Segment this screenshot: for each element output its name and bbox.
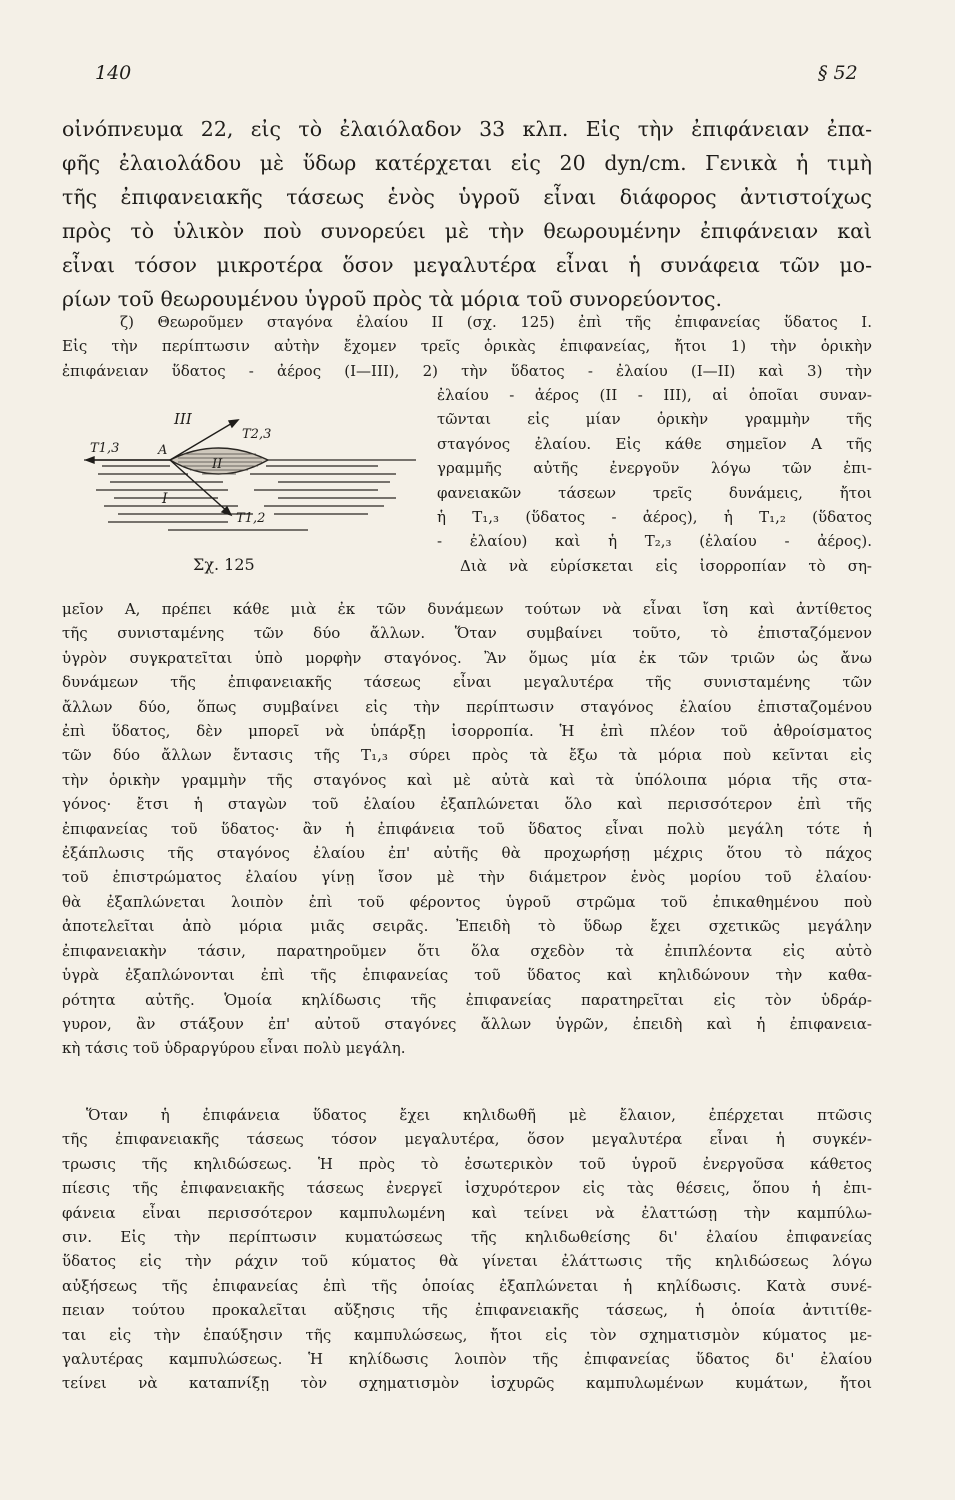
text-line: κὴ τάσις τοῦ ὑδραργύρου εἶναι πολὺ μεγάλη.	[62, 1039, 406, 1058]
text-line: ἡ T₁,₃ (ὕδατος - ἀέρος), ἡ T₁,₂ (ὕδατος	[437, 508, 872, 527]
label-air: III	[174, 410, 192, 428]
text-line: ρίων τοῦ θεωρουμένου ὑγροῦ πρὸς τὰ μόρια τοῦ συνορεύοντος.	[62, 287, 723, 311]
label-point-a: A	[158, 443, 168, 458]
text-line: ἐπιφάνειαν ὕδατος - ἀέρος (I—III), 2) τὴν ὕδατος - ἐλαίου (I—II) καὶ 3) τὴν	[62, 361, 872, 380]
text-line: ζ) Θεωροῦμεν σταγόνα ἐλαίου II (σχ. 125) ἐπὶ τῆς ἐπιφανείας ὕδατος I.	[120, 313, 872, 331]
final-paragraph	[62, 1103, 872, 1396]
text-line: τῶν δύο ἄλλων ἔντασις τῆς T₁,₃ σύρει πρὸς τὰ ἔξω τὰ μόρια ποὺ κεῖνται εἰς	[62, 746, 872, 765]
figure-caption: Σχ. 125	[193, 555, 255, 574]
text-line: γραμμῆς αὐτῆς ἐνεργοῦν λόγω τῶν ἐπι-	[437, 459, 872, 478]
text-line: φάνεια εἶναι περισσότερον καμπυλωμένη καὶ τείνει νὰ ἐλαττώσῃ τὴν καμπύλω-	[62, 1203, 872, 1222]
zeta-wrapped-text	[437, 383, 872, 578]
text-line: ἐπὶ ὕδατος, δὲν μπορεῖ νὰ ὑπάρξῃ ἰσορροπία. Ἡ ἐπὶ πλέον τοῦ ἀθροίσματος	[62, 722, 872, 741]
text-line: τρωσις τῆς κηλιδώσεως. Ἡ πρὸς τὸ ἐσωτερικὸν τοῦ ὑγροῦ ἐνεργοῦσα κάθετος	[62, 1154, 872, 1173]
text-line: ἄλλων δύο, ὅπως συμβαίνει εἰς τὴν περίπτωσιν σταγόνος ἐλαίου ἐπισταζομένου	[62, 697, 872, 716]
text-line: πρὸς τὸ ὑλικὸν ποὺ συνορεύει μὲ τὴν θεωρουμένην ἐπιφάνειαν καὶ	[62, 219, 872, 243]
text-line: αὐξήσεως τῆς ἐπιφανείας ἐπὶ τῆς ὁποίας ἐξαπλώνεται ἡ κηλίδωσις. Κατὰ συνέ-	[62, 1276, 872, 1295]
text-line: - ἐλαίου) καὶ ἡ T₂,₃ (ἐλαίου - ἀέρος).	[437, 532, 872, 551]
arrowhead-icon	[86, 457, 94, 463]
text-line: ἐξάπλωσις τῆς σταγόνος ἐλαίου ἐπ' αὐτῆς θὰ προχωρήσῃ μέχρις ὅτου τὸ πάχος	[62, 844, 872, 863]
text-line: μεῖον Α, πρέπει κάθε μιὰ ἐκ τῶν δυνάμεων τούτων νὰ εἶναι ἴση καὶ ἀντίθετος	[62, 600, 872, 618]
text-line: θὰ ἐξαπλώνεται λοιπὸν ἐπὶ τοῦ φέροντος ὑγροῦ στρῶμα τοῦ ἐπικαθημένου ποὺ	[62, 892, 872, 911]
text-line: τῆς συνισταμένης τῶν δύο ἄλλων. Ὅταν συμβαίνει τοῦτο, τὸ ἐπισταζόμενον	[62, 624, 872, 643]
top-paragraph	[62, 112, 872, 316]
text-line: τὴν ὁρικὴν γραμμὴν τῆς σταγόνος καὶ μὲ αὐτὰ καὶ τὰ ὑπόλοιπα μόρια τῆς στα-	[62, 770, 872, 789]
page-number: 140	[95, 62, 132, 84]
text-line: γαλυτέρας καμπυλώσεως. Ἡ κηλίδωσις λοιπὸν τῆς ἐπιφανείας ὕδατος δι' ἐλαίου	[62, 1350, 872, 1369]
arrowhead-icon	[229, 420, 238, 427]
text-line: φανειακῶν τάσεων τρεῖς δυνάμεις, ἤτοι	[437, 483, 872, 502]
text-line: γόνος· ἔτσι ἡ σταγὼν τοῦ ἐλαίου ἐξαπλώνεται ὅλο καὶ περισσότερον ἐπὶ τῆς	[62, 795, 872, 814]
text-line: εἶναι τόσον μικροτέρα ὅσον μεγαλυτέρα εἶναι ἡ συνάφεια τῶν μο-	[62, 253, 872, 277]
label-t13: T1,3	[90, 441, 120, 456]
text-line: σιν. Εἰς τὴν περίπτωσιν κυματώσεως τῆς κηλιδωθείσης δι' ἐλαίου ἐπιφανείας	[62, 1228, 872, 1247]
text-line: ρότητα αὐτῆς. Ὁμοία κηλίδωσις τῆς ἐπιφανείας παρατηρεῖται εἰς τὸν ὑδράρ-	[62, 990, 872, 1009]
text-line: τῶνται εἰς μίαν ὁρικὴν γραμμὴν τῆς	[437, 410, 872, 429]
text-line: πίεσις τῆς ἐπιφανειακῆς τάσεως ἐνεργεῖ ἰσχυρότερον εἰς τὰς θέσεις, ὅπου ἡ ἐπι-	[62, 1179, 872, 1198]
text-line: πειαν τούτου προκαλεῖται αὔξησις τῆς ἐπιφανειακῆς τάσεως, ἡ ὁποία ἀντιτίθε-	[62, 1301, 872, 1320]
section-number: § 52	[818, 62, 858, 84]
text-line: ἐπιφανείας τοῦ ὕδατος· ἂν ἡ ἐπιφάνεια τοῦ ὕδατος εἶναι πολὺ μεγάλη τότε ἡ	[62, 819, 872, 838]
text-line: Εἰς τὴν περίπτωσιν αὐτὴν ἔχομεν τρεῖς ὁρικὰς ἐπιφανείας, ἤτοι 1) τὴν ὁρικὴν	[62, 337, 872, 356]
label-t12: T1,2	[236, 511, 266, 526]
text-line: σταγόνος ἐλαίου. Εἰς κάθε σημεῖον Α τῆς	[437, 434, 872, 453]
text-line: Διὰ νὰ εὑρίσκεται εἰς ἰσορροπίαν τὸ ση-	[460, 556, 872, 575]
label-oil: II	[212, 457, 223, 472]
text-line: ἐπιφανειακὴν τάσιν, παρατηροῦμεν ὅτι ὅλα σχεδὸν τὰ ἐπιπλέοντα εἰς αὐτὸ	[62, 941, 872, 960]
text-line: τείνει νὰ καταπνίξῃ τὸν σχηματισμὸν ἰσχυρῶς καμπυλωμένων κυμάτων, ἤτοι	[62, 1374, 872, 1393]
label-water: I	[162, 491, 168, 507]
text-line: τῆς ἐπιφανειακῆς τάσεως τόσον μεγαλυτέρα, ὅσον μεγαλυτέρα εἶναι ἡ συγκέν-	[62, 1130, 872, 1149]
text-line: ἐλαίου - ἀέρος (II - III), αἱ ὁποῖαι συναν-	[437, 386, 872, 404]
text-line: οἰνόπνευμα 22, εἰς τὸ ἐλαιόλαδον 33 κλπ. Εἰς τὴν ἐπιφάνειαν ἐπα-	[62, 117, 872, 141]
label-t23: T2,3	[242, 427, 272, 442]
text-line: ὕδατος εἰς τὴν ράχιν τοῦ κύματος θὰ γίνεται ἐλάττωσις τῆς κηλιδώσεως λόγω	[62, 1252, 872, 1271]
text-line: δυνάμεων τῆς ἐπιφανειακῆς τάσεως εἶναι μεγαλυτέρα τῆς συνισταμένης τῶν	[62, 673, 872, 692]
text-line: τοῦ ἐπιστρώματος ἐλαίου γίνῃ ἴσον μὲ τὴν διάμετρον ἑνὸς μορίου τοῦ ἐλαίου·	[62, 868, 872, 887]
zeta-paragraph-continuation	[62, 597, 872, 1061]
text-line: ὑγρὸν συγκρατεῖται ὑπὸ μορφὴν σταγόνος. Ἂν ὅμως μία ἐκ τῶν τριῶν ὡς ἄνω	[62, 648, 872, 667]
text-line: ἀποτελεῖται ἀπὸ μόρια μιᾶς σειρᾶς. Ἐπειδὴ τὸ ὕδωρ ἔχει σχετικῶς μεγάλην	[62, 917, 872, 936]
text-line: ται εἰς τὴν ἐπαύξησιν τῆς καμπυλώσεως, ἤτοι εἰς τὸν σχηματισμὸν κύματος με-	[62, 1325, 872, 1344]
text-line: γυρον, ἂν στάξουν ἐπ' αὐτοῦ σταγόνες ἄλλων ὑγρῶν, ἐπειδὴ καὶ ἡ ἐπιφανεια-	[62, 1014, 872, 1033]
text-line: ὑγρὰ ἐξαπλώνονται ἐπὶ τῆς ἐπιφανείας τοῦ ὕδατος καὶ κηλιδώνουν τὴν καθα-	[62, 966, 872, 985]
text-line: τῆς ἐπιφανειακῆς τάσεως ἑνὸς ὑγροῦ εἶναι διάφορος ἀντιστοίχως	[62, 185, 872, 209]
text-line: Ὅταν ἡ ἐπιφάνεια ὕδατος ἔχει κηλιδωθῆ μὲ ἔλαιον, ἐπέρχεται πτῶσις	[86, 1106, 872, 1124]
text-line: φῆς ἐλαιολάδου μὲ ὕδωρ κατέρχεται εἰς 20 dyn/cm. Γενικὰ ἡ τιμὴ	[62, 151, 872, 175]
zeta-paragraph-start	[62, 310, 872, 383]
